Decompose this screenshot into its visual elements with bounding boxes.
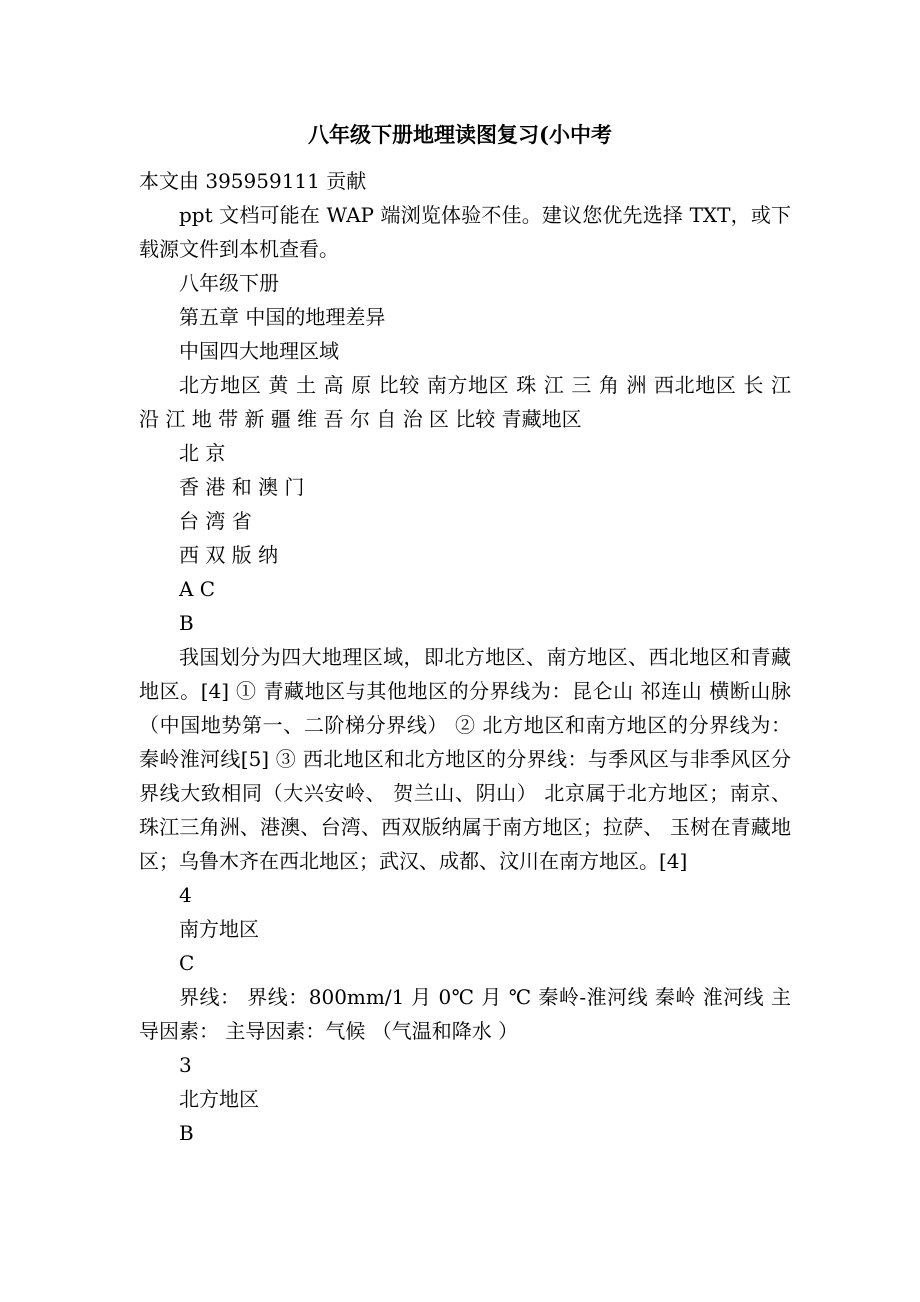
paragraph: 香 港 和 澳 门 [179,475,305,499]
paragraph: 4 [179,883,192,907]
paragraph: 南方地区 [179,917,259,941]
paragraph: 我国划分为四大地理区域，即北方地区、南方地区、西北地区和青藏地区。[4] ① 青藏地区与其他地区的分界线为：昆仑山 祁连山 横断山脉（中国地势第一、二阶梯分界线） ② 北方地区和南方地区的分界线为： 秦岭淮河线[5] ③ 西北地区和北方地区的分界线：与季风区与非季风区分界线大致相同（大兴安岭、 贺兰山、阴山） 北京属于北方地区；南京、珠江三角洲、港澳、台湾、西双版纳属于南方地区；拉萨、 玉树在青藏地区；乌鲁木齐在西北地区；武汉、成都、汶川在南方地区。[4] [139,645,791,873]
paragraph: B [179,611,194,635]
paragraph: 八年级下册 [179,271,279,295]
document-body [139,164,791,1150]
paragraph: 北方地区 黄 土 高 原 比较 南方地区 珠 江 三 角 洲 西北地区 长 江 沿 江 地 带 新 疆 维 吾 尔 自 治 区 比较 青藏地区 [139,373,791,431]
paragraph: 本文由 395959111 贡献 [139,169,367,193]
paragraph: 3 [179,1053,192,1077]
document-title: 八年级下册地理读图复习(小中考 [308,122,612,147]
paragraph: ppt 文档可能在 WAP 端浏览体验不佳。建议您优先选择 TXT，或下载源文件到本机查看。 [139,203,791,261]
paragraph: 第五章 中国的地理差异 [179,305,386,329]
paragraph: B [179,1121,194,1145]
paragraph: 西 双 版 纳 [179,543,279,567]
paragraph: C [179,951,195,975]
paragraph: 北方地区 [179,1087,259,1111]
paragraph: 台 湾 省 [179,509,252,533]
paragraph: 中国四大地理区域 [179,339,339,363]
paragraph: A C [179,577,216,601]
paragraph: 界线： 界线：800mm/1 月 0℃ 月 ℃ 秦岭-淮河线 秦岭 淮河线 主导因素： 主导因素：气候 （气温和降水 ） [139,985,791,1043]
paragraph: 北 京 [179,441,226,465]
